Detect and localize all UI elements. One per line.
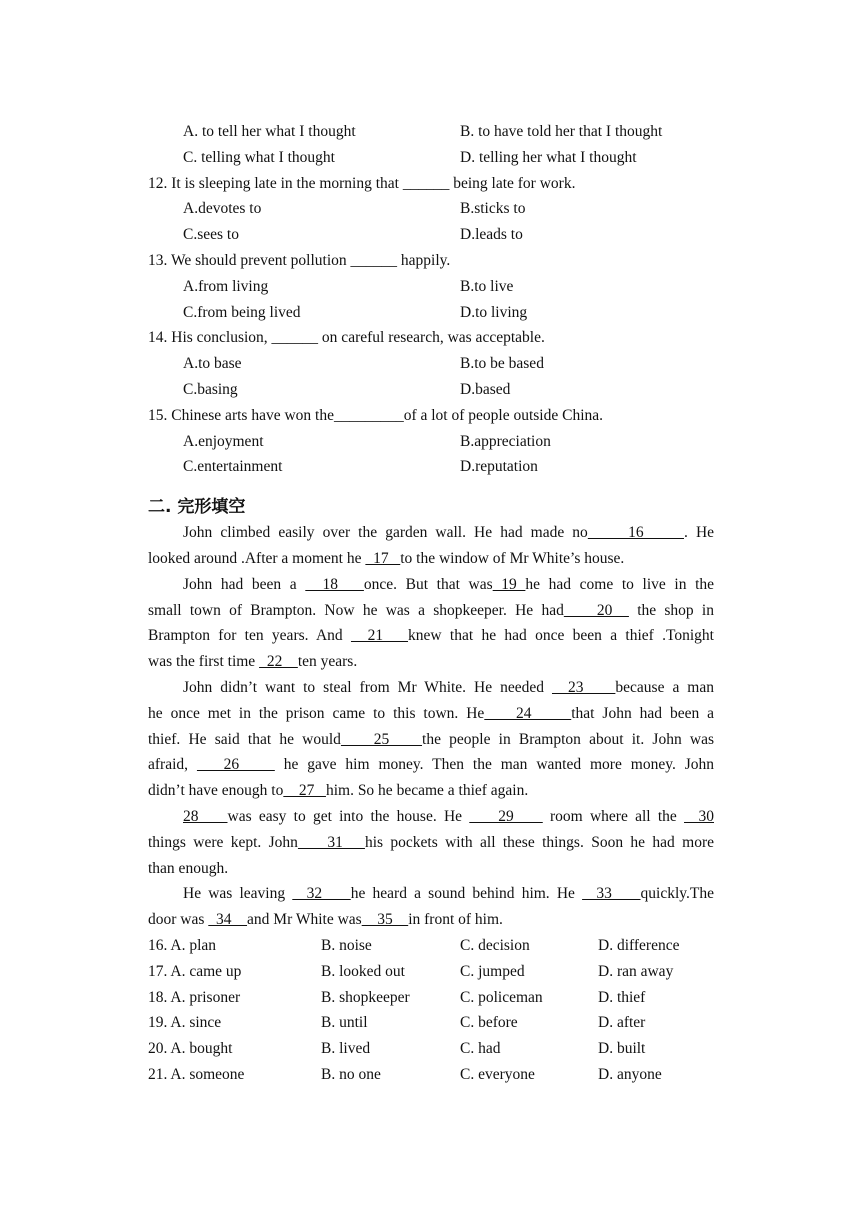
passage-text: than enough.: [148, 859, 229, 877]
passage-text: in front of him.: [408, 911, 503, 929]
option: D.to living: [460, 303, 528, 321]
passage-text: afraid,: [148, 756, 197, 774]
choice: B. lived: [321, 1040, 371, 1058]
passage-text: he gave him money. Then the man wanted more money. John: [274, 756, 714, 774]
choice-row-18: [148, 985, 714, 1011]
passage-line-2: [148, 546, 714, 572]
choice: 18. A. prisoner: [148, 988, 241, 1006]
option: C.basing: [183, 380, 238, 398]
passage-line-9: [148, 727, 714, 753]
passage-text: ten years.: [297, 653, 358, 671]
option: B.appreciation: [460, 432, 551, 450]
option: B.to live: [460, 277, 514, 295]
blank: 16: [587, 524, 684, 542]
passage-line-7: [148, 675, 714, 701]
choice: D. thief: [598, 988, 646, 1006]
passage-text: quickly.The: [640, 885, 714, 903]
passage-text: John didn’t want to steal from Mr White. He needed: [183, 678, 552, 696]
passage-text: he once met in the prison came to this town. He: [148, 704, 485, 722]
passage-text: knew that he had once been a thief .Tonight: [408, 627, 714, 645]
passage-line-5: [148, 623, 714, 649]
passage-text: . He: [684, 524, 714, 542]
choice: C. policeman: [460, 988, 543, 1006]
exam-page: [148, 119, 714, 1088]
blank: 24: [484, 704, 572, 722]
question-12-options-row-1: [148, 196, 714, 222]
blank: 25: [340, 730, 423, 748]
passage-text: John had been a: [183, 575, 306, 593]
option: A.devotes to: [183, 200, 262, 218]
blank: 34: [208, 911, 248, 929]
blank: 22: [259, 653, 298, 671]
option: C.entertainment: [183, 458, 283, 476]
passage-line-8: [148, 701, 714, 727]
blank: 35: [361, 911, 409, 929]
option: A. to tell her what I thought: [183, 123, 356, 140]
question-11-options-row-2: [148, 145, 714, 171]
option: C. telling what I thought: [183, 148, 335, 166]
option: C.from being lived: [183, 303, 301, 321]
passage-line-16: [148, 907, 714, 933]
choice: D. difference: [598, 936, 680, 954]
choice: C. jumped: [460, 962, 525, 980]
choice: C. everyone: [460, 1065, 535, 1083]
blank: 26: [196, 756, 275, 774]
blank: 29: [469, 807, 543, 825]
option: A.to base: [183, 355, 242, 373]
choice-row-19: [148, 1010, 714, 1036]
blank: 27: [283, 782, 326, 800]
choice-row-17: [148, 959, 714, 985]
passage-line-1: [148, 520, 714, 546]
passage-text: once. But that was: [363, 575, 493, 593]
passage-line-3: [148, 572, 714, 598]
passage-text: was the first time: [148, 653, 260, 671]
choice: B. noise: [321, 936, 372, 954]
passage-text: the people in Brampton about it. John was: [422, 730, 714, 748]
passage-text: the shop in: [628, 601, 714, 619]
question-15-options-row-2: [148, 454, 714, 480]
choice-row-20: [148, 1036, 714, 1062]
choice: 16. A. plan: [148, 936, 217, 954]
passage-text: Brampton for ten years. And: [148, 627, 351, 645]
passage-line-11: [148, 778, 714, 804]
choice: D. ran away: [598, 962, 674, 980]
choice: D. anyone: [598, 1065, 662, 1083]
passage-line-4: [148, 598, 714, 624]
option: A.from living: [183, 277, 269, 295]
passage-text: things were kept. John: [148, 833, 298, 851]
passage-text: looked around .After a moment he: [148, 549, 366, 567]
choice: C. before: [460, 1014, 518, 1032]
question-15-options-row-1: [148, 429, 714, 455]
blank: 31: [297, 833, 365, 851]
question-14-prompt: 14. His conclusion, ______ on careful research, was acceptable.: [148, 329, 545, 347]
passage-text: door was: [148, 911, 209, 929]
passage-text: He was leaving: [183, 885, 293, 903]
question-15-prompt: 15. Chinese arts have won the_________of a lot of people outside China.: [148, 406, 604, 424]
passage-text: he had come to live in the: [525, 575, 714, 593]
blank: 20: [563, 601, 629, 619]
choice: C. had: [460, 1040, 501, 1058]
passage-text: didn’t have enough to: [148, 782, 284, 800]
passage-line-13: [148, 830, 714, 856]
option: C.sees to: [183, 226, 239, 244]
blank: 23: [551, 678, 616, 696]
question-13-options-row-2: [148, 300, 714, 326]
choice: D. built: [598, 1040, 646, 1058]
passage-text: room where all the: [542, 807, 685, 825]
blank: 33: [582, 885, 641, 903]
passage-text: his pockets with all these things. Soon he had more: [364, 833, 714, 851]
option: D.reputation: [460, 458, 538, 476]
blank: 30: [684, 807, 714, 825]
option: B.sticks to: [460, 200, 526, 218]
option: B.to be based: [460, 355, 544, 373]
passage-text: because a man: [615, 678, 714, 696]
blank: 21: [350, 627, 409, 645]
option: A.enjoyment: [183, 432, 264, 450]
question-12-options-row-2: [148, 222, 714, 248]
choice: 20. A. bought: [148, 1040, 233, 1058]
passage-text: small town of Brampton. Now he was a shopkeeper. He had: [148, 601, 564, 619]
passage-line-6: [148, 649, 714, 675]
choice: 21. A. someone: [148, 1065, 245, 1083]
passage-text: to the window of Mr White’s house.: [400, 549, 625, 567]
choice: 17. A. came up: [148, 962, 242, 980]
passage-text: was easy to get into the house. He: [227, 807, 470, 825]
question-11-options-row-1: [148, 119, 714, 145]
option: B. to have told her that I thought: [460, 123, 663, 140]
passage-text: he heard a sound behind him. He: [350, 885, 583, 903]
blank: 18: [305, 575, 364, 593]
passage-text: that John had been a: [571, 704, 714, 722]
option: D.based: [460, 380, 511, 398]
section-title: 二. 完形填空: [148, 497, 246, 518]
passage-line-10: [148, 752, 714, 778]
question-13-options-row-1: [148, 274, 714, 300]
choice: B. no one: [321, 1065, 381, 1083]
passage-text: John climbed easily over the garden wall. He had made no: [183, 524, 588, 542]
passage-text: and Mr White was: [247, 911, 362, 929]
choice: C. decision: [460, 936, 530, 954]
question-14-options-row-1: [148, 351, 714, 377]
option: D. telling her what I thought: [460, 148, 637, 166]
blank: 19: [492, 575, 526, 593]
blank: 28: [183, 807, 228, 825]
choice: B. until: [321, 1014, 368, 1032]
choice-row-16: [148, 933, 714, 959]
passage-line-14: [148, 856, 714, 882]
blank: 17: [365, 549, 401, 567]
question-12-prompt: 12. It is sleeping late in the morning that ______ being late for work.: [148, 174, 576, 192]
choice: 19. A. since: [148, 1014, 222, 1032]
passage-line-12: [148, 804, 714, 830]
choice: D. after: [598, 1014, 646, 1032]
choice-row-21: [148, 1062, 714, 1088]
choice: B. shopkeeper: [321, 988, 410, 1006]
passage-text: him. So he became a thief again.: [325, 782, 529, 800]
passage-text: thief. He said that he would: [148, 730, 341, 748]
blank: 32: [292, 885, 351, 903]
question-14-options-row-2: [148, 377, 714, 403]
passage-line-15: [148, 881, 714, 907]
option: D.leads to: [460, 226, 523, 244]
choice: B. looked out: [321, 962, 405, 980]
question-13-prompt: 13. We should prevent pollution ______ happily.: [148, 251, 451, 269]
